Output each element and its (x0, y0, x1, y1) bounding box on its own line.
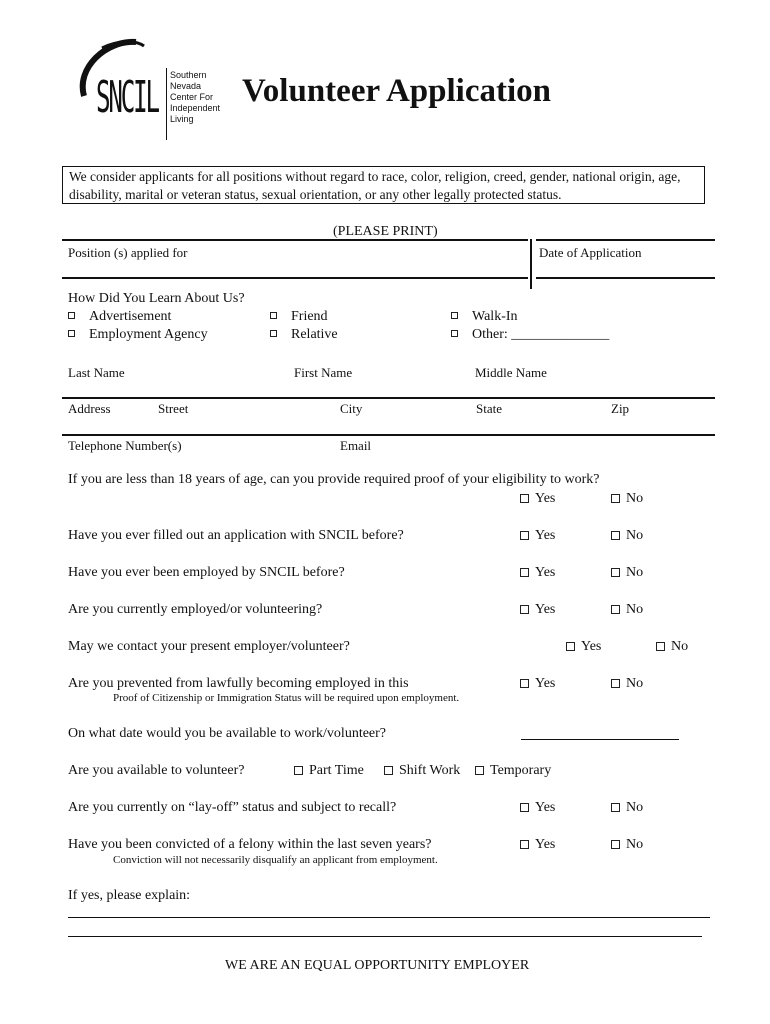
checkbox-icon (611, 531, 620, 540)
checkbox-icon (475, 766, 484, 775)
learn-option-walk-in[interactable] (451, 309, 518, 325)
question-contact-employer: May we contact your present employer/volunteer? (68, 639, 350, 654)
address-label: Address (68, 401, 111, 416)
first-name-label: First Name (294, 365, 353, 380)
logo-text (170, 70, 220, 125)
checkbox-icon (68, 312, 75, 319)
yes-label: Yes (535, 565, 556, 580)
explain-input-line-1[interactable] (68, 903, 710, 918)
q6-no-option[interactable] (611, 676, 643, 692)
learn-option-label: Advertisement (89, 309, 172, 324)
yes-label: Yes (535, 491, 556, 506)
no-label: No (626, 676, 644, 691)
question-felony-conviction: Have you been convicted of a felony within the last seven years? (68, 837, 432, 852)
yes-label: Yes (535, 800, 556, 815)
q1-no-option[interactable] (611, 491, 643, 507)
logo-letters: SNCIL (96, 72, 158, 123)
email-label: Email (340, 438, 372, 453)
no-label: No (626, 491, 644, 506)
question-lawfully-employed: Are you prevented from lawfully becoming employed in this (68, 676, 409, 691)
shift-work-option[interactable] (384, 763, 460, 779)
name-input[interactable] (62, 380, 714, 396)
question-currently-employed: Are you currently employed/or volunteering? (68, 602, 323, 617)
q6-yes-option[interactable] (520, 676, 555, 692)
zip-label: Zip (611, 401, 630, 416)
state-label: State (476, 401, 502, 416)
logo-line: Nevada (170, 81, 202, 91)
no-label: No (626, 837, 644, 852)
equal-opportunity-footer: WE ARE AN EQUAL OPPORTUNITY EMPLOYER (225, 958, 530, 973)
checkbox-icon (384, 766, 393, 775)
no-label: No (671, 639, 689, 654)
checkbox-icon (611, 803, 620, 812)
checkbox-icon (451, 312, 458, 319)
conviction-note: Conviction will not necessarily disqualify an applicant from employment. (113, 854, 438, 866)
q3-no-option[interactable] (611, 565, 643, 581)
learn-option-relative[interactable] (270, 327, 338, 343)
explain-label: If yes, please explain: (68, 888, 191, 903)
learn-option-label: Walk-In (472, 309, 518, 324)
street-label: Street (158, 401, 189, 416)
checkbox-icon (520, 803, 529, 812)
address-input[interactable] (62, 416, 714, 432)
question-available-date: On what date would you be available to work/volunteer? (68, 726, 387, 741)
learn-option-label: Employment Agency (89, 327, 208, 342)
checkbox-icon (270, 312, 277, 319)
city-label: City (340, 401, 363, 416)
date-of-application-label: Date of Application (539, 245, 642, 260)
checkbox-icon (611, 840, 620, 849)
no-label: No (626, 565, 644, 580)
learn-option-label: Relative (291, 327, 338, 342)
yes-label: Yes (535, 528, 556, 543)
temporary-option[interactable] (475, 763, 551, 779)
learn-option-label: Friend (291, 309, 328, 324)
q4-no-option[interactable] (611, 602, 643, 618)
checkbox-icon (270, 330, 277, 337)
explain-input-line-2[interactable] (68, 922, 702, 937)
q9-yes-option[interactable] (520, 800, 555, 816)
learn-option-advertisement[interactable] (68, 309, 171, 325)
option-label: Shift Work (399, 763, 461, 778)
question-availability-type: Are you available to volunteer? (68, 763, 245, 778)
middle-name-label: Middle Name (475, 365, 547, 380)
telephone-label: Telephone Number(s) (68, 438, 182, 453)
learn-option-friend[interactable] (270, 309, 328, 325)
q2-no-option[interactable] (611, 528, 643, 544)
checkbox-icon (520, 840, 529, 849)
please-print-label: (PLEASE PRINT) (333, 224, 438, 239)
no-label: No (626, 800, 644, 815)
q10-yes-option[interactable] (520, 837, 555, 853)
date-of-application-input[interactable] (538, 260, 713, 276)
no-label: No (626, 528, 644, 543)
option-label: Temporary (490, 763, 552, 778)
position-field-label: Position (s) applied for (68, 245, 188, 260)
checkbox-icon (520, 568, 529, 577)
checkbox-icon (520, 494, 529, 503)
checkbox-icon (656, 642, 665, 651)
checkbox-icon (520, 531, 529, 540)
no-label: No (626, 602, 644, 617)
learn-option-other[interactable] (451, 327, 609, 343)
checkbox-icon (611, 679, 620, 688)
q1-yes-option[interactable] (520, 491, 555, 507)
learn-option-label: Other: ______________ (472, 327, 610, 342)
checkbox-icon (611, 494, 620, 503)
checkbox-icon (520, 605, 529, 614)
checkbox-icon (611, 568, 620, 577)
checkbox-icon (451, 330, 458, 337)
yes-label: Yes (535, 837, 556, 852)
page-title: Volunteer Application (242, 73, 551, 109)
q10-no-option[interactable] (611, 837, 643, 853)
q9-no-option[interactable] (611, 800, 643, 816)
part-time-option[interactable] (294, 763, 364, 779)
learn-option-employment-agency[interactable] (68, 327, 208, 343)
logo-line: Southern (170, 70, 207, 80)
q3-yes-option[interactable] (520, 565, 555, 581)
q4-yes-option[interactable] (520, 602, 555, 618)
checkbox-icon (294, 766, 303, 775)
sncil-logo (66, 38, 226, 148)
yes-label: Yes (535, 602, 556, 617)
checkbox-icon (520, 679, 529, 688)
checkbox-icon (566, 642, 575, 651)
checkbox-icon (68, 330, 75, 337)
last-name-label: Last Name (68, 365, 125, 380)
q5-no-option[interactable] (656, 639, 688, 655)
yes-label: Yes (535, 676, 556, 691)
logo-line: Independent (170, 103, 221, 113)
option-label: Part Time (309, 763, 364, 778)
question-previous-application: Have you ever filled out an application with SNCIL before? (68, 528, 404, 543)
non-discrimination-notice: We consider applicants for all positions without regard to race, color, religion, creed, gender, national origin, age, disability, marital or veteran status, sexual orientation, or any other legally protected status. (62, 166, 705, 204)
checkbox-icon (611, 605, 620, 614)
question-lay-off-status: Are you currently on “lay-off” status and subject to recall? (68, 800, 397, 815)
position-input[interactable] (66, 260, 524, 276)
learn-about-us-question: How Did You Learn About Us? (68, 291, 245, 306)
q5-yes-option[interactable] (566, 639, 601, 655)
available-date-input[interactable] (521, 724, 679, 740)
yes-label: Yes (581, 639, 602, 654)
question-eligibility-under-18: If you are less than 18 years of age, can you provide required proof of your eligibility to work? (68, 472, 600, 487)
logo-line: Living (170, 114, 194, 124)
logo-line: Center For (170, 92, 214, 102)
citizenship-note: Proof of Citizenship or Immigration Status will be required upon employment. (113, 692, 460, 704)
question-previously-employed: Have you ever been employed by SNCIL before? (68, 565, 345, 580)
q2-yes-option[interactable] (520, 528, 555, 544)
